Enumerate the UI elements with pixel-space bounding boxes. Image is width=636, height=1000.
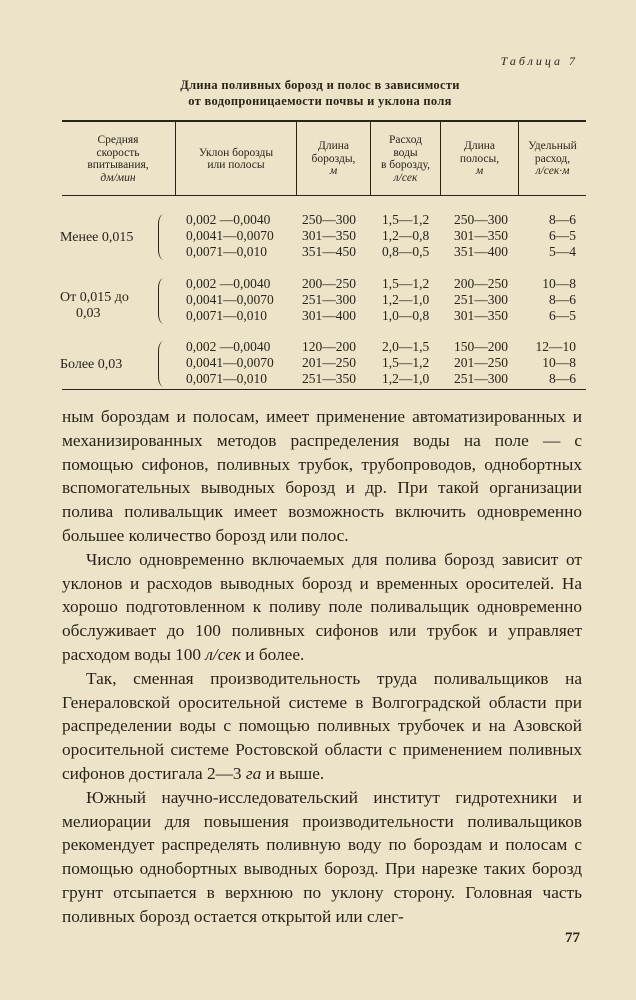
brace <box>158 214 167 260</box>
table-cell: 5—4 <box>549 244 576 259</box>
table-cell: 0,002 —0,0040 <box>186 212 271 227</box>
table-header-rule <box>62 195 586 196</box>
table-cell: 1,2—1,0 <box>382 371 430 386</box>
table-cell: 0,002 —0,0040 <box>186 339 271 354</box>
table-cell: 120—200 <box>302 339 356 354</box>
paragraph <box>62 786 582 929</box>
text-run: Так, сменная производительность труда поливальщиков на Генераловской оросительной системе в Волгоградской области при распределении воды с помощью поливных трубочек и на Азовской оросительной системе Ростовской области с применением поливных сифонов достигала 2—3 <box>62 668 582 783</box>
column-header-unit: м <box>329 165 338 178</box>
column-header-line: Средняя <box>97 134 139 146</box>
column-header-line: Длина <box>464 140 495 153</box>
table-cell: 1,5—1,2 <box>382 212 430 227</box>
paragraph <box>62 548 582 667</box>
table-title <box>60 77 580 109</box>
group-label-line: Более 0,03 <box>60 357 123 372</box>
table-number: Таблица 7 <box>500 54 578 68</box>
column-header-line: впитывания, <box>87 159 149 171</box>
table-cell: 251—300 <box>454 371 508 386</box>
table-cell: 150—200 <box>454 339 508 354</box>
column-header-line: Длина <box>318 140 349 153</box>
table-cell: 6—5 <box>549 228 576 243</box>
table-cell: 0,0041—0,0070 <box>186 292 274 307</box>
column-header-line: в борозду, <box>380 159 431 171</box>
column-header <box>297 124 370 194</box>
column-header-line: скорость <box>96 146 140 159</box>
table-cell: 10—8 <box>542 355 576 370</box>
column-header-line: расход, <box>534 152 571 165</box>
column-header-line: Уклон борозды <box>198 146 274 159</box>
table-cell: 0,8—0,5 <box>382 244 430 259</box>
table-cell: 1,5—1,2 <box>382 276 430 291</box>
table-cell: 0,002 —0,0040 <box>186 276 271 291</box>
table-cell: 12—10 <box>535 339 576 354</box>
table-cell: 251—300 <box>454 292 508 307</box>
table-cell: 8—6 <box>549 212 576 227</box>
italic-unit: л/сек <box>205 644 241 664</box>
paragraph <box>62 405 582 548</box>
table-cell: 251—300 <box>302 292 356 307</box>
group-label <box>60 290 172 322</box>
column-header-unit: дм/мин <box>100 171 136 184</box>
text-run: ным бороздам и полосам, имеет применение автоматизированных и механизированных методов распределения воды на поле — с помощью сифонов, поливных трубок, трубопроводов, однобортных вспомогательных выводных борозд и др. При такой организации полива поливальщик имеет возможность включить одновременно большее количество борозд или полос. <box>62 407 582 545</box>
page-number: 77 <box>565 930 580 946</box>
table-cell: 1,2—0,8 <box>382 228 430 243</box>
column-header-unit: л/сек <box>393 171 418 184</box>
brace <box>158 341 167 387</box>
group-label-line: 0,03 <box>76 306 101 321</box>
group-label-line: Менее 0,015 <box>60 230 134 245</box>
column-header-line: полосы, <box>459 152 500 165</box>
table-cell: 0,0071—0,010 <box>186 308 267 323</box>
text-run: Южный научно-исследовательский институт гидротехники и мелиорации для повышения производительности поливальщиков рекомендует распределять поливную воду по бороздам и полосам с помощью однобортных выводных борозд. При нарезке таких борозд грунт отсыпается в верхнюю по уклону сторону. Головная часть поливных борозд остается открытой или слег- <box>62 787 582 926</box>
column-header-line: борозды, <box>311 152 356 165</box>
table-cell: 2,0—1,5 <box>382 339 430 354</box>
table-cell: 8—6 <box>549 371 576 386</box>
table-cell: 201—250 <box>454 355 508 370</box>
table-cell: 200—250 <box>302 276 356 291</box>
table-cell: 1,5—1,2 <box>382 355 430 370</box>
table-cell: 6—5 <box>549 308 576 323</box>
table-cell: 251—350 <box>302 371 356 386</box>
table-cell: 0,0041—0,0070 <box>186 355 274 370</box>
column-header <box>519 124 586 194</box>
column-header-unit: м <box>475 165 484 178</box>
column-header-line: Расход <box>388 134 423 146</box>
table-cell: 301—400 <box>302 308 356 323</box>
table-title-line: от водопроницаемости почвы и уклона поля <box>188 94 452 108</box>
table-cell: 0,0071—0,010 <box>186 244 267 259</box>
brace <box>158 278 167 324</box>
text-run: и более. <box>240 644 305 664</box>
table-cell: 1,0—0,8 <box>382 308 430 323</box>
table-top-rule <box>62 120 586 122</box>
table-cell: 201—250 <box>302 355 356 370</box>
column-header-line: Удельный <box>528 140 577 153</box>
table-cell: 351—400 <box>454 244 508 259</box>
italic-unit: га <box>245 763 262 783</box>
table-cell: 351—450 <box>302 244 356 259</box>
table-cell: 0,0071—0,010 <box>186 371 267 386</box>
column-header <box>62 124 174 194</box>
group-label-line: От 0,015 до <box>60 290 129 305</box>
table-cell: 1,2—1,0 <box>382 292 430 307</box>
body-text <box>62 405 582 929</box>
column-header-line: или полосы <box>207 159 265 171</box>
column-header <box>371 124 440 194</box>
table-cell: 301—350 <box>454 308 508 323</box>
text-run: и выше. <box>261 763 325 783</box>
column-header <box>176 124 296 194</box>
column-header <box>441 124 518 194</box>
table-cell: 10—8 <box>542 276 576 291</box>
table-cell: 250—300 <box>454 212 508 227</box>
paragraph <box>62 667 582 786</box>
table-cell: 200—250 <box>454 276 508 291</box>
table-cell: 0,0041—0,0070 <box>186 228 274 243</box>
table-cell: 301—350 <box>302 228 356 243</box>
column-header-unit: л/сек·м <box>535 165 570 178</box>
table-cell: 250—300 <box>302 212 356 227</box>
table-bottom-rule <box>62 389 586 390</box>
table-cell: 8—6 <box>549 292 576 307</box>
text-run: Число одновременно включаемых для полива борозд зависит от уклонов и расходов выводных борозд и временных оросителей. На хорошо подготовленном к поливу поле поливальщик одновременно обслуживает до 100 поливных сифонов или трубок и управляет расходом воды 100 <box>62 549 582 664</box>
table-title-line: Длина поливных борозд и полос в зависимости <box>180 78 460 92</box>
table-cell: 301—350 <box>454 228 508 243</box>
column-header-line: воды <box>393 146 418 159</box>
